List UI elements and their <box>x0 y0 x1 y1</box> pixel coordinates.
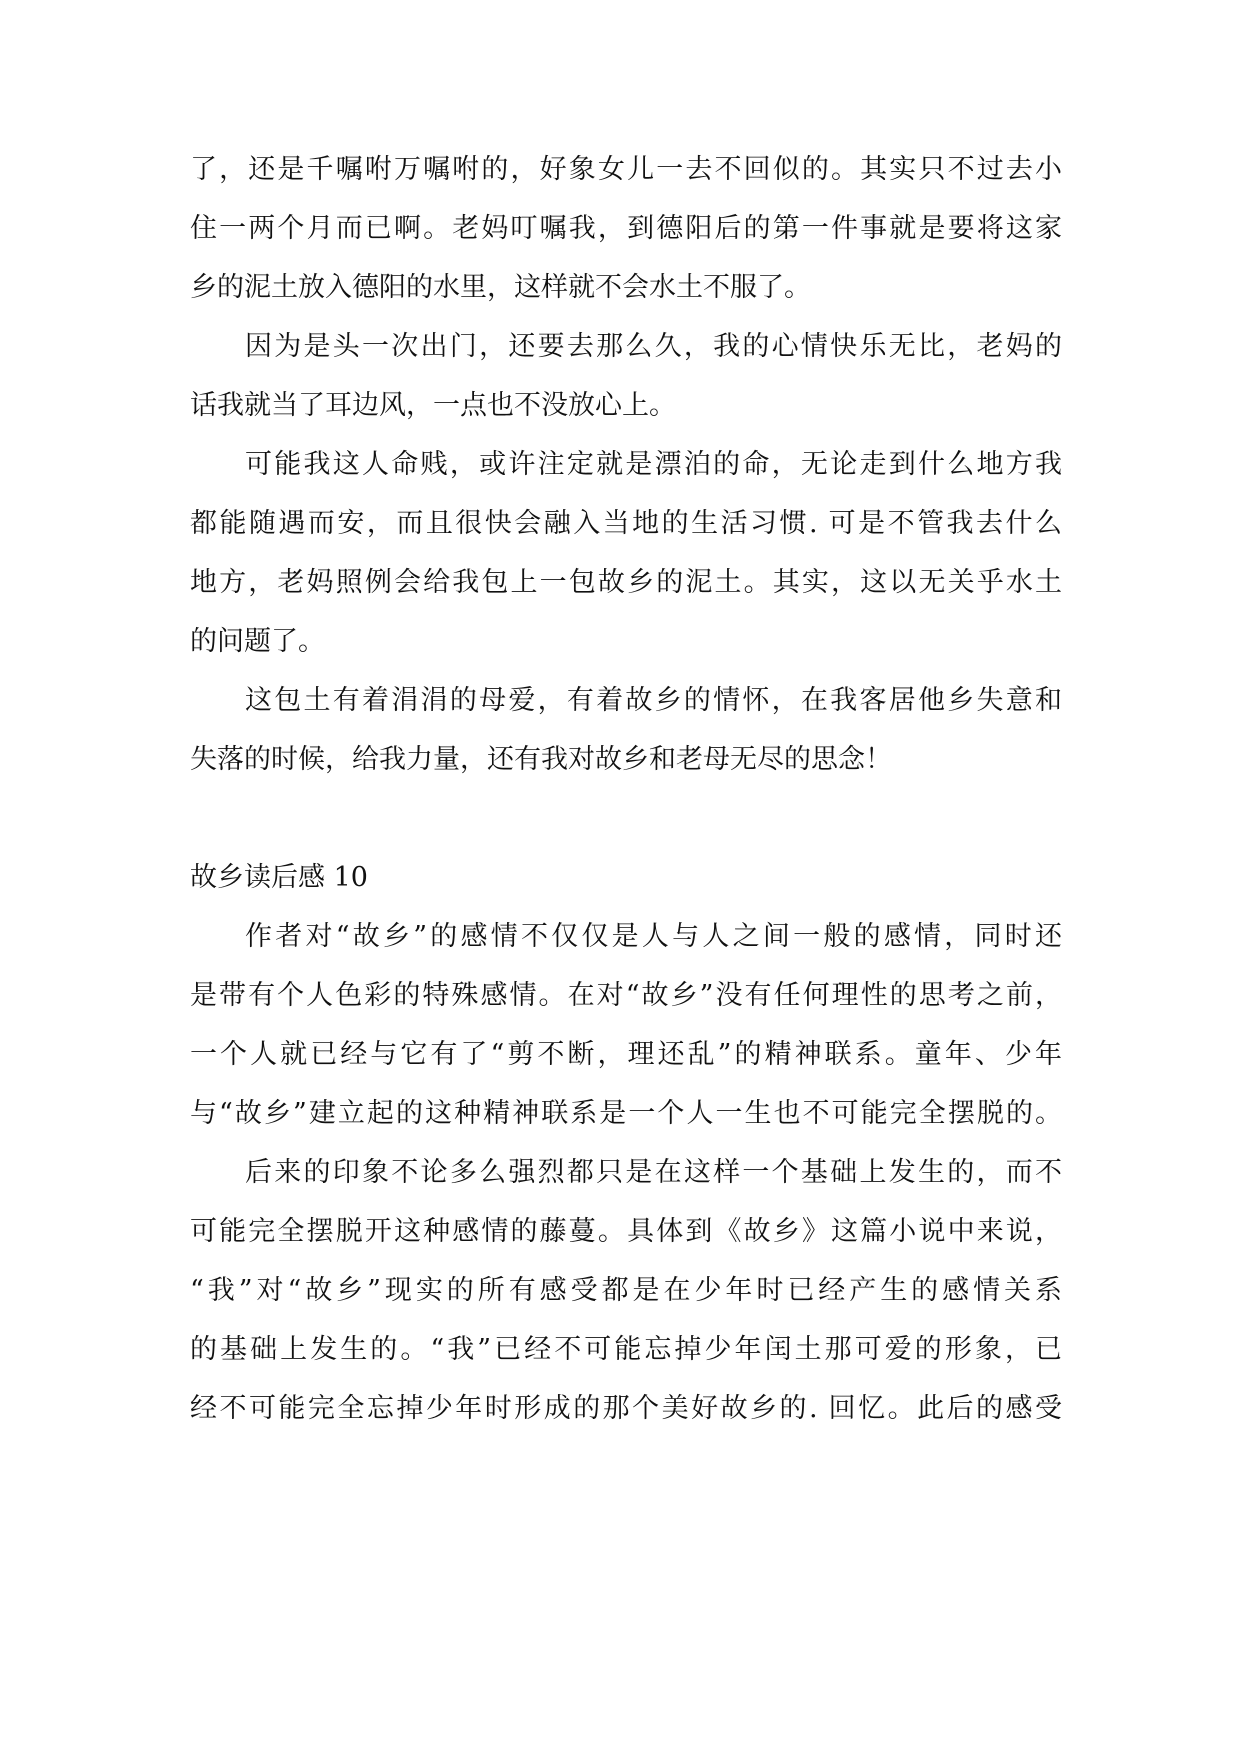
text-line: 因为是头一次出门，还要去那么久，我的心情快乐无比，老妈的 <box>245 331 1062 362</box>
text-line: 经不可能完全忘掉少年时形成的那个美好故乡的. 回忆。此后的感受 <box>190 1393 1062 1424</box>
text-line: 与“故乡”建立起的这种精神联系是一个人一生也不可能完全摆脱的。 <box>190 1098 1062 1129</box>
text-line: 住一两个月而已啊。老妈叮嘱我，到德阳后的第一件事就是要将这家 <box>190 213 1062 244</box>
text-line: 可能完全摆脱开这种感情的藤蔓。具体到《故乡》这篇小说中来说， <box>190 1216 1062 1247</box>
text-line: “我”对“故乡”现实的所有感受都是在少年时已经产生的感情关系 <box>190 1275 1062 1306</box>
text-line: 地方，老妈照例会给我包上一包故乡的泥土。其实，这以无关乎水土 <box>190 567 1062 598</box>
text-line: 后来的印象不论多么强烈都只是在这样一个基础上发生的，而不 <box>245 1157 1062 1188</box>
text-line: 作者对“故乡”的感情不仅仅是人与人之间一般的感情，同时还 <box>245 921 1062 952</box>
text-line: 失落的时候，给我力量，还有我对故乡和老母无尽的思念！ <box>190 744 892 775</box>
section-heading: 故乡读后感 10 <box>190 862 368 893</box>
text-line: 话我就当了耳边风，一点也不没放心上。 <box>190 390 676 421</box>
text-line: 一个人就已经与它有了“剪不断，理还乱”的精神联系。童年、少年 <box>190 1039 1062 1070</box>
text-line: 可能我这人命贱，或许注定就是漂泊的命，无论走到什么地方我 <box>245 449 1062 480</box>
text-line: 的问题了。 <box>190 626 325 657</box>
text-line: 这包土有着涓涓的母爱，有着故乡的情怀，在我客居他乡失意和 <box>245 685 1062 716</box>
text-line: 了，还是千嘱咐万嘱咐的，好象女儿一去不回似的。其实只不过去小 <box>190 154 1062 185</box>
text-line: 乡的泥土放入德阳的水里，这样就不会水土不服了。 <box>190 272 811 303</box>
text-line: 的基础上发生的。“我”已经不可能忘掉少年闰土那可爱的形象，已 <box>190 1334 1062 1365</box>
text-line: 都能随遇而安，而且很快会融入当地的生活习惯. 可是不管我去什么 <box>190 508 1062 539</box>
text-line: 是带有个人色彩的特殊感情。在对“故乡”没有任何理性的思考之前， <box>190 980 1062 1011</box>
